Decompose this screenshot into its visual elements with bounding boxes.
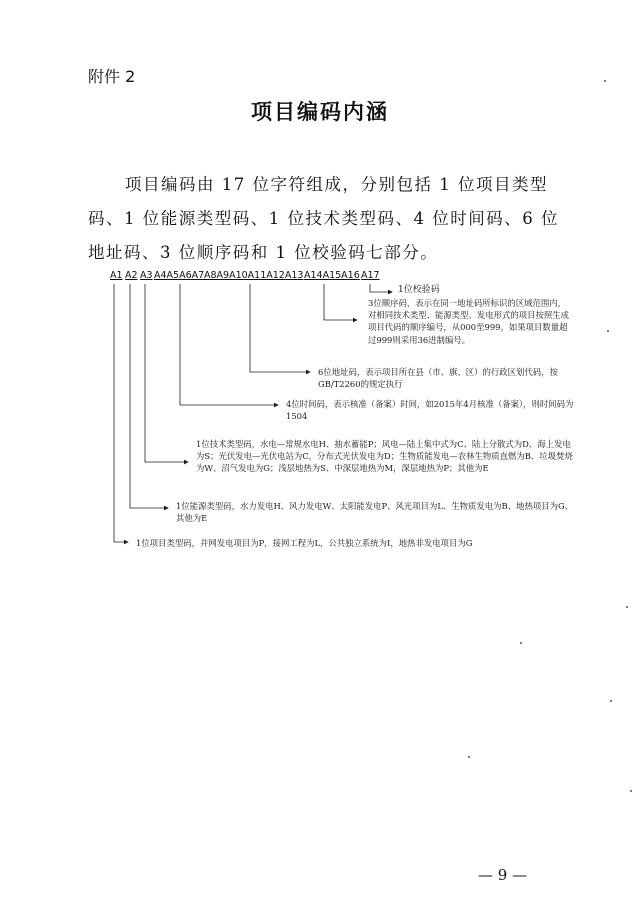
desc-check: 1位校验码: [398, 285, 440, 295]
scan-speck: [610, 700, 612, 702]
code-a1: A1: [110, 270, 123, 281]
scan-speck: [607, 330, 609, 332]
scan-speck: [468, 756, 470, 758]
desc-sequence: 3位顺序码，表示在同一地址码所标识的区域范围内，对相同技术类型、能源类型、发电形式的项目按照生成项目代码的顺序编号，从000至999，如果项目数量超过999则采用36进制编号。: [368, 298, 569, 345]
scan-speck: [630, 790, 632, 792]
code-address: A8A9A10A11A12A13: [204, 270, 304, 281]
desc-address: 6位地址码，表示项目所在县（市、旗、区）的行政区划代码，按GB/T2260的规定执行: [318, 367, 558, 390]
desc-project: 1位项目类型码，并网发电项目为P，接网工程为L，公共独立系统为I，地热非发电项目为G: [136, 538, 473, 548]
desc-time: 4位时间码，表示核准（备案）时间，如2015年4月核准（备案），则时间码为1504: [286, 399, 574, 422]
code-sequence: A14A15A16: [304, 270, 360, 281]
scan-speck: [520, 642, 522, 644]
scan-speck: [626, 606, 628, 608]
intro-paragraph: 项目编码由 17 位字符组成，分别包括 1 位项目类型码、1 位能源类型码、1 位技术类型码、4 位时间码、6 位地址码、3 位顺序码和 1 位校验码七部分。: [88, 175, 559, 262]
attachment-label: 附件 2: [88, 67, 136, 86]
page-title: 项目编码内涵: [251, 100, 389, 124]
code-a3: A3: [140, 270, 153, 281]
code-check: A17: [361, 270, 380, 281]
page-number: — 9 —: [478, 866, 528, 884]
desc-tech: 1位技术类型码，水电—常规水电H、抽水蓄能P；风电—陆上集中式为C、陆上分散式为D、海上发电为S；光伏发电—光伏电站为C，分布式光伏发电为D；生物质能发电—农林生物质直燃为B、垃圾焚烧为W、沼气发电为G；浅层地热为S、中深层地热为M，深层地热为P；其他为E: [196, 439, 573, 474]
desc-energy: 1位能源类型码，水力发电H、风力发电W、太阳能发电P、风光项目为L、生物质发电为B、地热项目为G、其他为E: [176, 501, 574, 524]
code-a2: A2: [125, 270, 138, 281]
code-time: A4A5A6A7: [154, 270, 205, 281]
scan-speck: [604, 80, 606, 82]
